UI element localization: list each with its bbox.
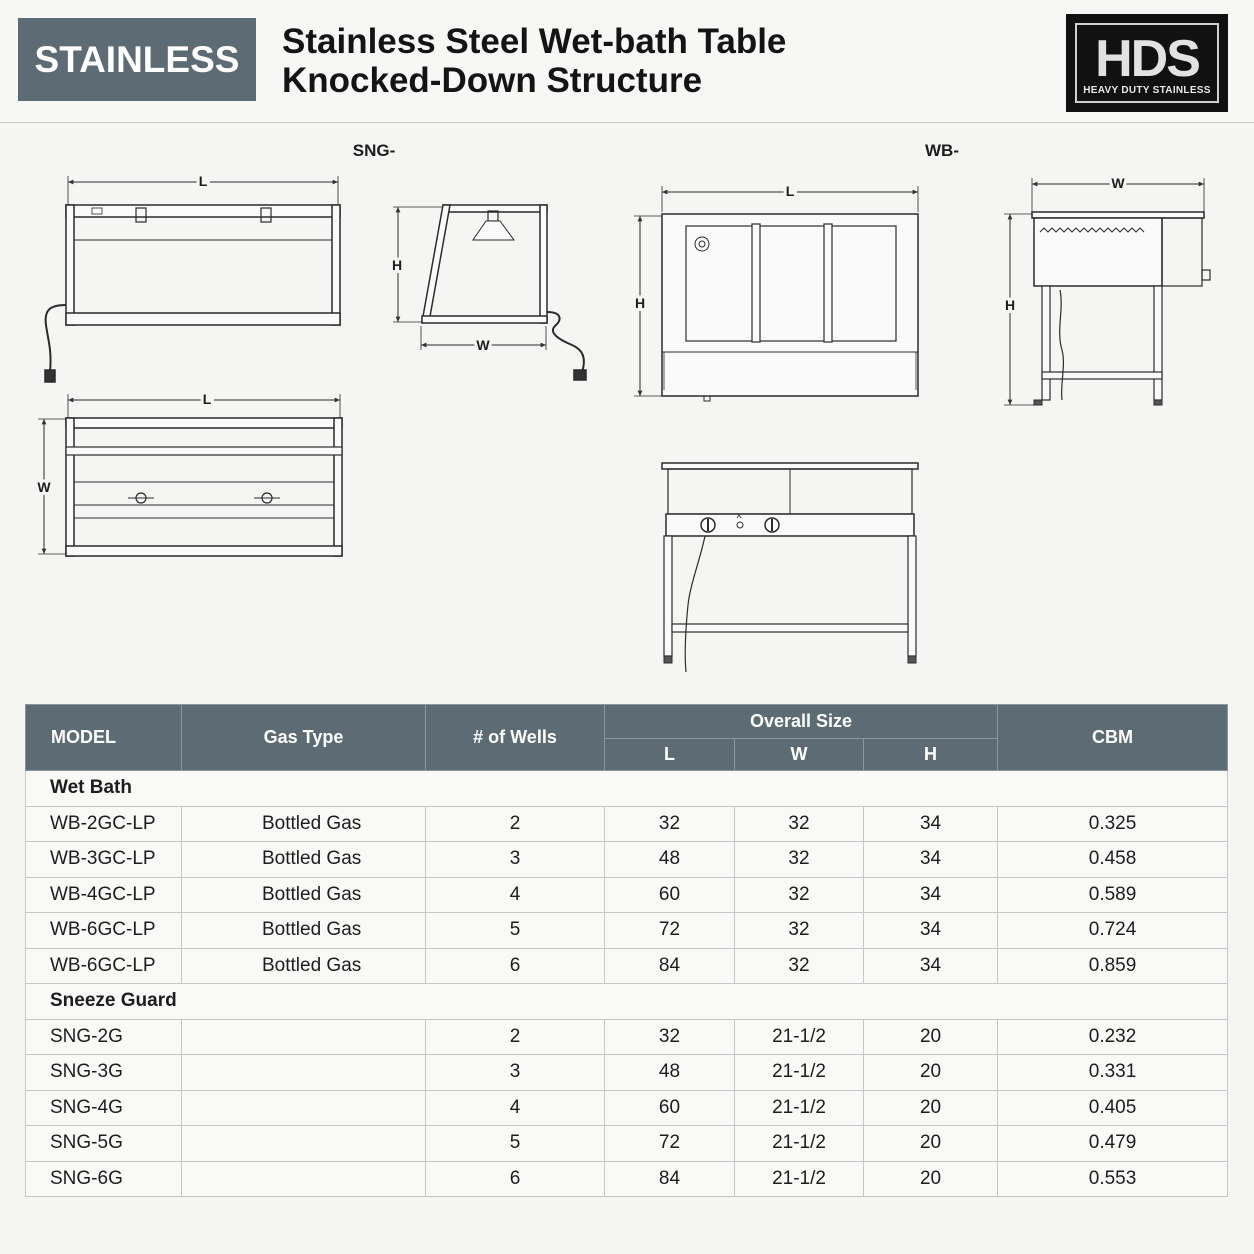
- cell-wells: 6: [426, 948, 605, 984]
- cell-h: 20: [864, 1019, 998, 1055]
- sng-top-view: [38, 394, 342, 556]
- cell-h: 20: [864, 1055, 998, 1091]
- cell-l: 48: [605, 842, 735, 878]
- cell-cbm: 0.405: [998, 1090, 1228, 1126]
- cell-l: 72: [605, 1126, 735, 1162]
- cell-h: 34: [864, 842, 998, 878]
- cell-h: 34: [864, 877, 998, 913]
- cell-model: SNG-5G: [26, 1126, 182, 1162]
- cell-gas: [182, 1161, 426, 1197]
- cell-w: 32: [735, 806, 864, 842]
- cell-model: WB-6GC-LP: [26, 948, 182, 984]
- technical-drawings: [0, 122, 1254, 692]
- cell-model: WB-2GC-LP: [26, 806, 182, 842]
- wb-top-h-label: H: [634, 295, 646, 311]
- cell-w: 32: [735, 913, 864, 949]
- cell-cbm: 0.859: [998, 948, 1228, 984]
- cell-h: 20: [864, 1126, 998, 1162]
- table-row: [26, 1090, 1228, 1126]
- table-row: [26, 1161, 1228, 1197]
- header-cbm: CBM: [998, 705, 1228, 771]
- title-line-2: Knocked-Down Structure: [282, 61, 703, 100]
- cell-model: WB-4GC-LP: [26, 877, 182, 913]
- table-row: [26, 806, 1228, 842]
- cell-w: 32: [735, 948, 864, 984]
- page-title: [282, 22, 786, 100]
- header-gas-type: Gas Type: [182, 705, 426, 771]
- cell-l: 84: [605, 1161, 735, 1197]
- cell-l: 84: [605, 948, 735, 984]
- wb-label: WB-: [925, 141, 959, 160]
- table-row: [26, 913, 1228, 949]
- header-h: H: [864, 739, 998, 771]
- cell-w: 32: [735, 877, 864, 913]
- cell-l: 60: [605, 1090, 735, 1126]
- cell-h: 20: [864, 1090, 998, 1126]
- sng-top-w-label: W: [37, 479, 51, 495]
- cell-model: SNG-3G: [26, 1055, 182, 1091]
- cell-gas: Bottled Gas: [182, 877, 426, 913]
- wb-top-view: [634, 186, 918, 401]
- hds-logo: [1066, 14, 1228, 112]
- cell-cbm: 0.479: [998, 1126, 1228, 1162]
- title-line-1: Stainless Steel Wet-bath Table: [282, 22, 787, 61]
- wb-side-h-label: H: [1004, 297, 1016, 313]
- cell-wells: 2: [426, 806, 605, 842]
- cell-l: 48: [605, 1055, 735, 1091]
- logo-letters: HDS: [1095, 30, 1199, 88]
- cell-model: WB-6GC-LP: [26, 913, 182, 949]
- cell-gas: Bottled Gas: [182, 948, 426, 984]
- cell-gas: [182, 1126, 426, 1162]
- sng-top-l-label: L: [202, 391, 212, 407]
- section-wet-bath: Wet Bath: [26, 771, 1228, 807]
- cell-cbm: 0.724: [998, 913, 1228, 949]
- sng-front-view: [45, 176, 340, 382]
- header-w: W: [735, 739, 864, 771]
- section-sneeze-guard: Sneeze Guard: [26, 984, 1228, 1020]
- sng-side-view: [393, 205, 586, 380]
- cell-gas: [182, 1055, 426, 1091]
- wb-side-w-label: W: [1111, 175, 1125, 191]
- cell-wells: 6: [426, 1161, 605, 1197]
- header-overall-size: Overall Size: [605, 705, 998, 739]
- sng-side-h-label: H: [391, 257, 403, 273]
- table-row: [26, 1055, 1228, 1091]
- cell-cbm: 0.589: [998, 877, 1228, 913]
- cell-model: SNG-6G: [26, 1161, 182, 1197]
- wb-side-view: [1004, 178, 1210, 405]
- cell-w: 32: [735, 842, 864, 878]
- table-row: [26, 1126, 1228, 1162]
- cell-wells: 5: [426, 913, 605, 949]
- logo-frame: [1075, 23, 1219, 103]
- header-l: L: [605, 739, 735, 771]
- cell-l: 32: [605, 1019, 735, 1055]
- cell-l: 32: [605, 806, 735, 842]
- cell-model: SNG-4G: [26, 1090, 182, 1126]
- cell-h: 34: [864, 806, 998, 842]
- cell-h: 34: [864, 913, 998, 949]
- cell-l: 72: [605, 913, 735, 949]
- table-row: [26, 948, 1228, 984]
- spec-table-wrap: [25, 704, 1227, 1197]
- cell-cbm: 0.553: [998, 1161, 1228, 1197]
- cell-gas: Bottled Gas: [182, 806, 426, 842]
- cell-gas: Bottled Gas: [182, 913, 426, 949]
- table-row: [26, 877, 1228, 913]
- cell-h: 20: [864, 1161, 998, 1197]
- sng-front-l-label: L: [198, 173, 208, 189]
- cell-w: 21-1/2: [735, 1161, 864, 1197]
- header-wells: # of Wells: [426, 705, 605, 771]
- stainless-badge: STAINLESS: [18, 18, 256, 101]
- logo-tagline: HEAVY DUTY STAINLESS: [1083, 85, 1211, 96]
- cell-gas: [182, 1090, 426, 1126]
- cell-w: 21-1/2: [735, 1090, 864, 1126]
- cell-gas: [182, 1019, 426, 1055]
- spec-table: [25, 704, 1228, 1197]
- cell-cbm: 0.232: [998, 1019, 1228, 1055]
- wb-front-view: [662, 463, 918, 672]
- cell-h: 34: [864, 948, 998, 984]
- cell-model: WB-3GC-LP: [26, 842, 182, 878]
- cell-cbm: 0.325: [998, 806, 1228, 842]
- table-row: [26, 842, 1228, 878]
- cell-cbm: 0.331: [998, 1055, 1228, 1091]
- cell-wells: 3: [426, 842, 605, 878]
- cell-w: 21-1/2: [735, 1055, 864, 1091]
- header-model: MODEL: [26, 705, 182, 771]
- cell-cbm: 0.458: [998, 842, 1228, 878]
- cell-model: SNG-2G: [26, 1019, 182, 1055]
- cell-wells: 3: [426, 1055, 605, 1091]
- cell-w: 21-1/2: [735, 1019, 864, 1055]
- cell-gas: Bottled Gas: [182, 842, 426, 878]
- cell-wells: 4: [426, 1090, 605, 1126]
- sng-label: SNG-: [352, 141, 396, 160]
- cell-w: 21-1/2: [735, 1126, 864, 1162]
- page-header: [0, 0, 1254, 123]
- wb-top-l-label: L: [785, 183, 795, 199]
- sng-side-w-label: W: [476, 337, 490, 353]
- cell-wells: 2: [426, 1019, 605, 1055]
- cell-wells: 4: [426, 877, 605, 913]
- table-row: [26, 1019, 1228, 1055]
- cell-wells: 5: [426, 1126, 605, 1162]
- cell-l: 60: [605, 877, 735, 913]
